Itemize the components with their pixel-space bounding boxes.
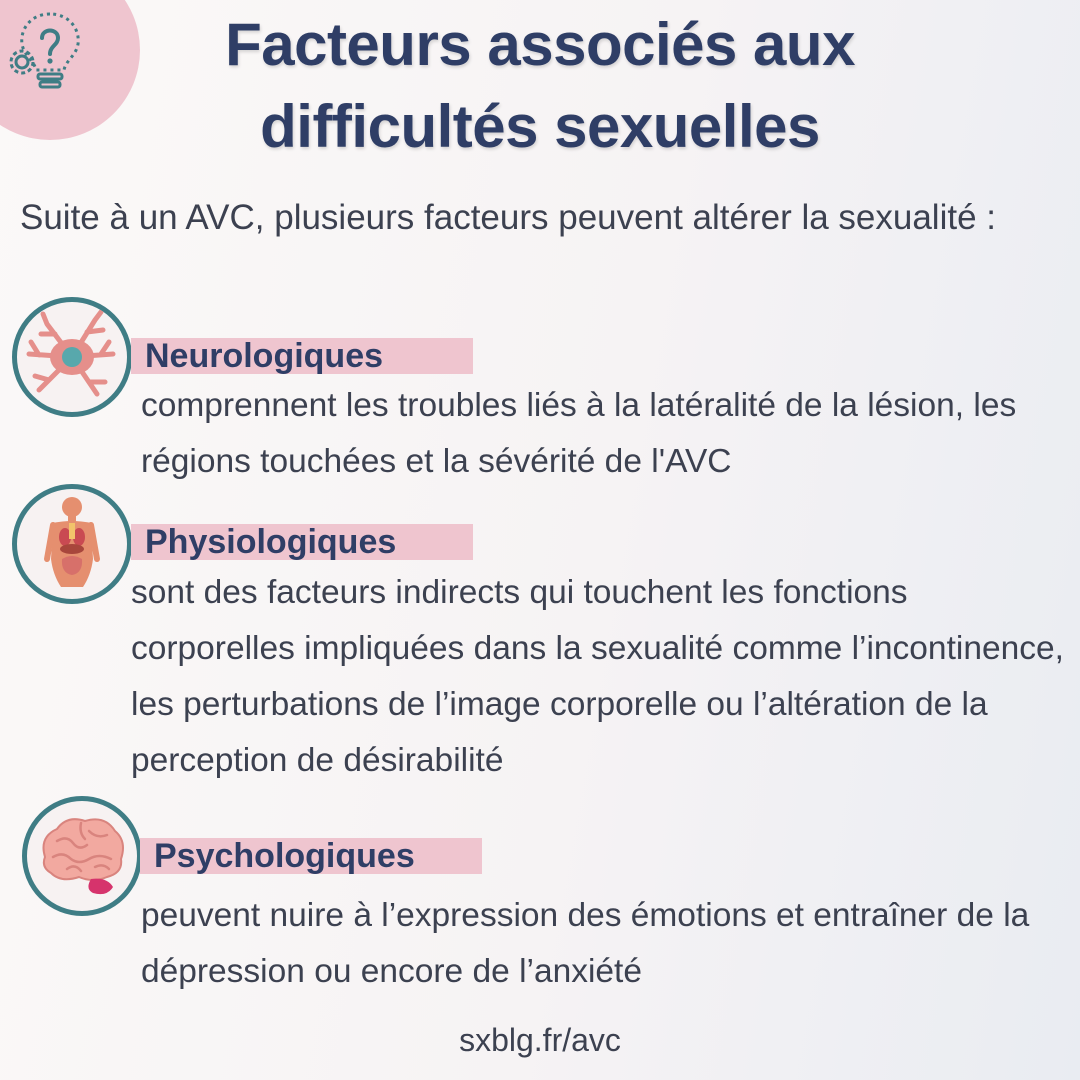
corner-badge (0, 0, 140, 140)
factor-desc-psychologiques: peuvent nuire à l’expression des émotions et entraîner de la dépression ou encore de l’anxiété (141, 897, 1030, 990)
intro-text: Suite à un AVC, plusieurs facteurs peuvent altérer la sexualité : (20, 198, 997, 237)
page-title: Facteurs associés aux difficultés sexuelles (225, 11, 855, 160)
factor-desc-neurologiques: comprennent les troubles liés à la latéralité de la lésion, les régions touchées et la sévérité de l'AVC (141, 387, 1017, 480)
factor-desc-physiologiques: sont des facteurs indirects qui touchent les fonctions corporelles impliquées dans la sexualité comme l’incontinence, les perturbations de l’image corporelle ou l’altération de la perception de désirabilité (131, 574, 1064, 779)
lightbulb-question-icon (0, 0, 100, 100)
factor-label-physiologiques: Physiologiques (131, 524, 473, 560)
brain-icon-circle (22, 796, 142, 916)
human-body-organs-icon (17, 489, 127, 599)
neuron-icon (17, 302, 127, 412)
footer-url: sxblg.fr/avc (459, 1022, 621, 1058)
body-icon-circle (12, 484, 132, 604)
brain-icon (27, 801, 137, 911)
neuron-icon-circle (12, 297, 132, 417)
factor-label-psychologiques: Psychologiques (140, 838, 482, 874)
factor-label-neurologiques: Neurologiques (131, 338, 473, 374)
